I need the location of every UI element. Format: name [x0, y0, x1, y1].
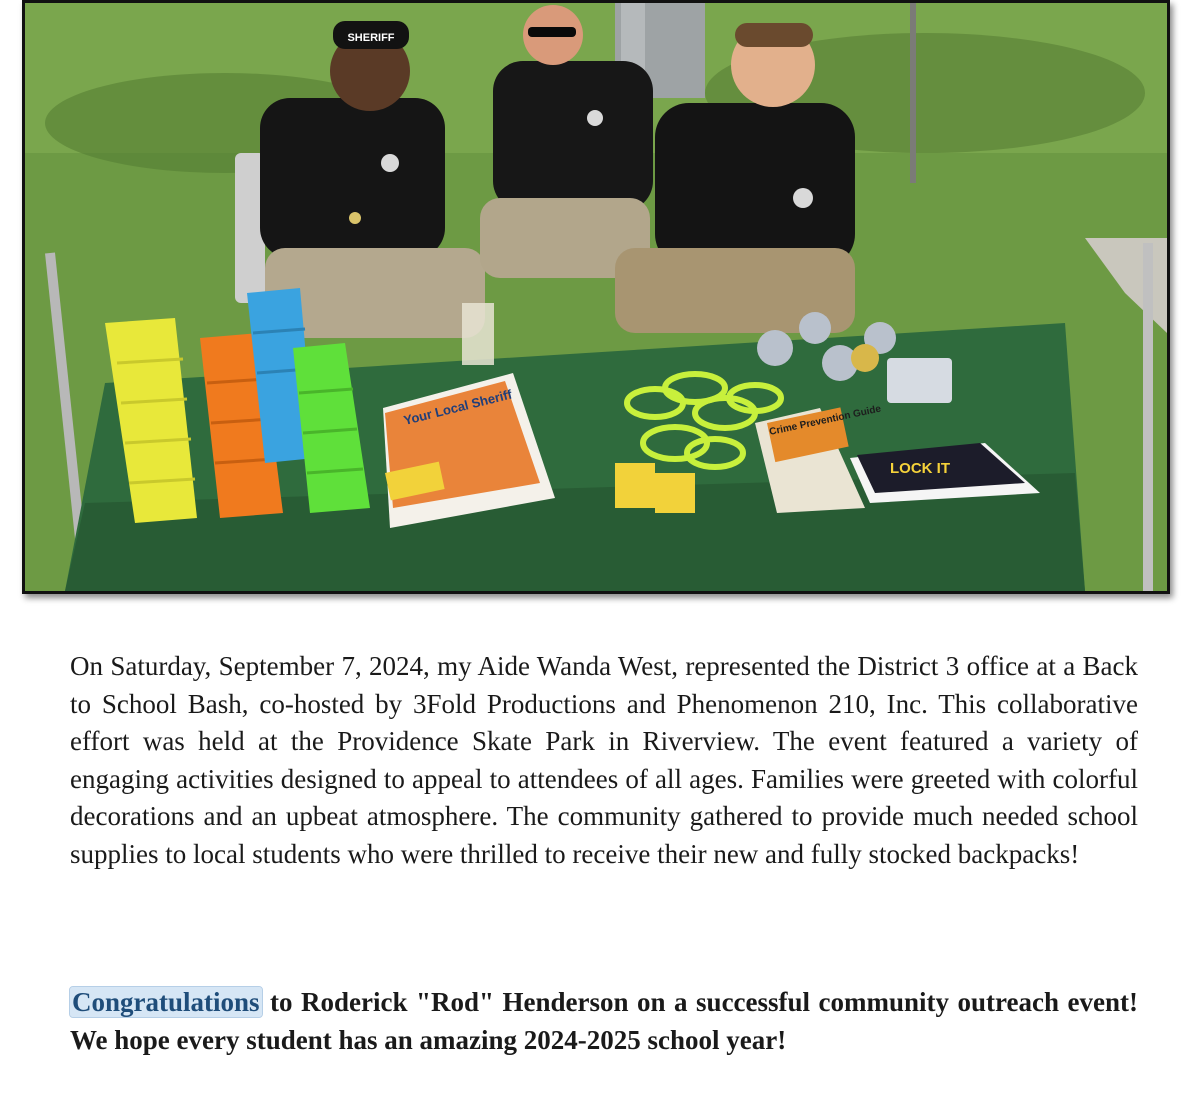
article-paragraph: On Saturday, September 7, 2024, my Aide Wanda West, represented the District 3 office at a Back to School Bash, co-hosted by 3Fold Productions and Phenomenon 210, Inc. This collaborative effort was held at the Providence Skate Park in Riverview. The event featured a variety of engaging activities designed to appeal to attendees of all ages. Families were greeted with colorful decorations and an upbeat atmosphere. The community gathered to provide much needed school supplies to local students who were thrilled to receive their new and fully stocked backpacks! — [70, 651, 1138, 869]
crayon-box — [615, 463, 655, 508]
pole — [910, 3, 916, 183]
congratulations-paragraph — [70, 984, 1138, 1059]
cap-label: SHERIFF — [347, 32, 395, 44]
event-photo — [22, 0, 1170, 594]
brochure-title: Crime Prevention Guide — [768, 403, 883, 438]
congratulations-text: to Roderick "Rod" Henderson on a successful community outreach event! We hope every student has an amazing 2024-2025 school year! — [70, 987, 1138, 1055]
congratulations-highlight[interactable]: Congratulations — [72, 987, 260, 1017]
event-photo-illustration — [25, 3, 1167, 591]
acrylic-stand — [462, 303, 494, 365]
booklet-title: Your Local Sheriff — [402, 386, 514, 428]
lock-it-label: LOCK IT — [890, 460, 950, 477]
card-pack — [887, 358, 952, 403]
